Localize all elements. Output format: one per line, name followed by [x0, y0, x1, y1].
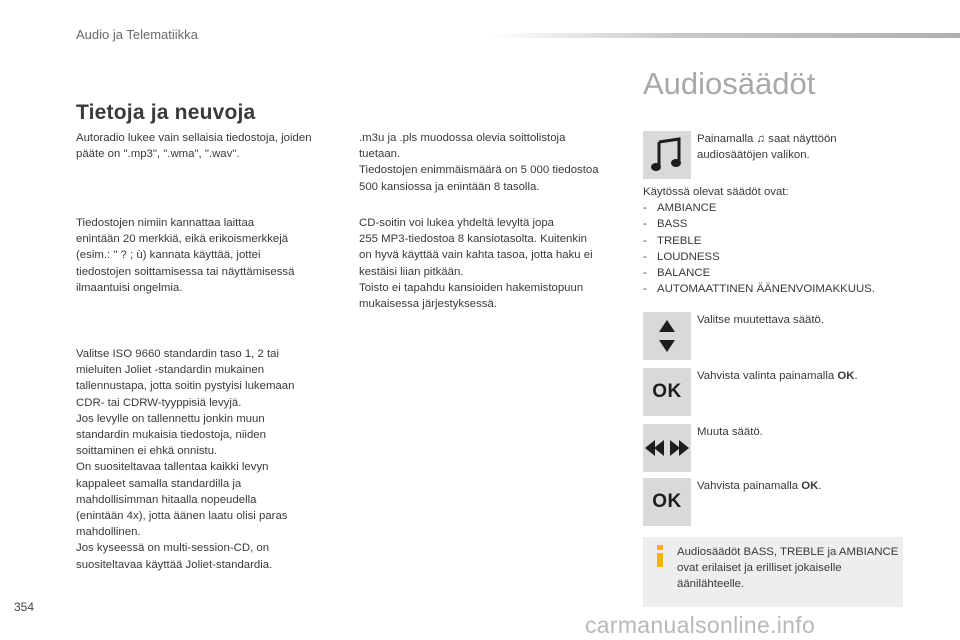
left-paragraph-3: Valitse ISO 9660 standardin taso 1, 2 tai mieluiten Joliet -standardin mukainen tallennustapa, jotta soitin pystyisi lukemaan CDR- tai CDRW-tyyppisiä levyjä. Jos levylle on tallennettu jonkin muun standardin mukaisia tiedostoja, niiden soittaminen ei ehkä onnistu. On suositeltavaa tallentaa kaikki levyn kappaleet samalla standardilla ja mahdollisimman hitaalla nopeudella (enintään 4x), jotta äänen laatu olisi paras mahdollinen. Jos kyseessä on multi-session-CD, on suositeltavaa käyttää Joliet-standardia. [76, 348, 295, 571]
step-2-suffix: . [854, 370, 858, 382]
intro-suffix: saat näyttöön [768, 133, 837, 145]
music-note-icon [650, 137, 684, 173]
page-number: 354 [14, 600, 35, 614]
list-item: - TREBLE [643, 233, 875, 249]
header-divider [490, 33, 960, 38]
info-text: Audiosäädöt BASS, TREBLE ja AMBIANCE ovat erilaiset ja erilliset jokaiselle äänilähteelle. [677, 546, 899, 591]
step-2-text [697, 368, 858, 384]
left-paragraph-2: Tiedostojen nimiin kannattaa laittaa enintään 20 merkkiä, eikä erikoismerkkejä (esim.: " ? ; ù) kannata käyttää, jottei tiedostojen soittamisessa tai näyttämisessä ilmaantuisi ongelmia. [76, 217, 295, 294]
list-item: - AMBIANCE [643, 200, 875, 216]
intro-line2: audiosäätöjen valikon. [697, 149, 810, 162]
middle-paragraph-2: CD-soitin voi lukea yhdeltä levyltä jopa 255 MP3-tiedostoa 8 kansiotasolta. Kuitenkin on hyvä käyttää vain kahta tasoa, jotta haku ei kestäisi liian pitkään. Toisto ei tapahdu kansioiden hakemistopuun mukaisessa järjestyksessä. [359, 217, 593, 311]
up-down-button[interactable] [643, 312, 691, 360]
audio-settings-title: Audiosäädöt [643, 66, 816, 101]
header-title: Audio ja Telematiikka [76, 27, 198, 42]
list-item: - BASS [643, 216, 875, 232]
left-right-arrows-icon [645, 439, 689, 457]
step-4-prefix: Vahvista painamalla [697, 480, 802, 492]
ok-button-1[interactable] [643, 368, 691, 416]
left-paragraph-1: Autoradio lukee vain sellaisia tiedostoja, joiden pääte on ".mp3", ".wma", ".wav". [76, 132, 312, 161]
left-right-button[interactable] [643, 424, 691, 472]
ok-button-2[interactable] [643, 478, 691, 526]
list-item: - BALANCE [643, 265, 875, 281]
intro-text [697, 131, 897, 163]
step-4-suffix: . [818, 480, 822, 492]
section-title: Tietoja ja neuvoja [76, 101, 256, 124]
settings-list-head: Käytössä olevat säädöt ovat: [643, 186, 789, 198]
settings-list [643, 184, 875, 297]
info-box [643, 537, 903, 607]
step-4-bold: OK [801, 480, 819, 492]
watermark: carmanualsonline.info [585, 612, 816, 638]
intro-prefix: Painamalla [697, 133, 754, 145]
list-item: - AUTOMAATTINEN ÄÄNENVOIMAKKUUS. [643, 281, 875, 297]
info-icon [655, 545, 665, 567]
list-item: - LOUDNESS [643, 249, 875, 265]
up-down-arrows-icon [657, 318, 677, 354]
step-2-prefix: Vahvista valinta painamalla [697, 370, 838, 382]
step-4-text [697, 478, 822, 494]
middle-paragraph-1: .m3u ja .pls muodossa olevia soittolistoja tuetaan. Tiedostojen enimmäismäärä on 5 000 tiedostoa 500 kansiossa ja enintään 8 tasolla. [359, 132, 599, 193]
music-button[interactable] [643, 131, 691, 179]
music-note-inline-icon: ♫ [756, 133, 766, 145]
step-2-bold: OK [837, 370, 855, 382]
step-3-text: Muuta säätö. [697, 426, 763, 438]
ok-button-icon: OK [652, 491, 682, 512]
step-1-text: Valitse muutettava säätö. [697, 314, 825, 326]
ok-button-icon: OK [652, 381, 682, 402]
